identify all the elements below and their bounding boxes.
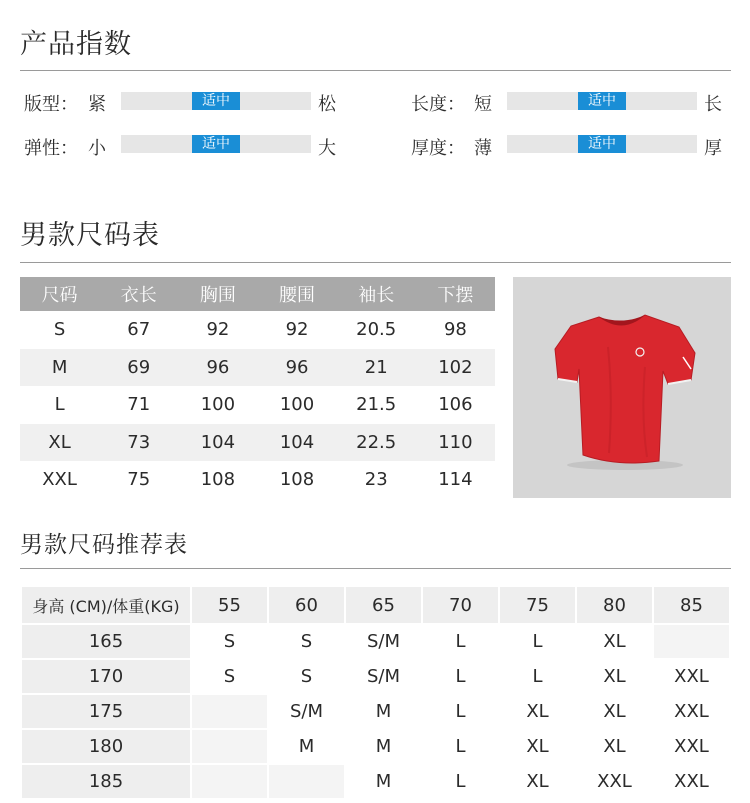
height-cell: 170 (22, 660, 190, 693)
table-cell: XL (577, 730, 652, 763)
table-cell: 21.5 (356, 394, 397, 416)
table-cell: L (500, 625, 575, 658)
column-header: 腰围 (257, 277, 336, 311)
index-marker-thickness: 适中 (578, 135, 626, 153)
table-cell: XL (500, 765, 575, 798)
table-cell: XXL (654, 765, 729, 798)
table-cell: M (20, 349, 99, 387)
table-cell (192, 695, 267, 728)
table-cell: 100 (279, 394, 315, 416)
table-header-row (22, 587, 729, 623)
weight-header: 85 (654, 587, 729, 623)
index-right-length: 长 (704, 94, 722, 115)
table-cell: XXL (577, 765, 652, 798)
table-cell: XXL (654, 730, 729, 763)
table-cell: M (269, 730, 344, 763)
table-cell: 110 (416, 424, 495, 462)
weight-header: 60 (269, 587, 344, 623)
divider (20, 568, 731, 569)
table-row (20, 349, 495, 387)
table-cell: XL (500, 730, 575, 763)
height-cell: 185 (22, 765, 190, 798)
table-cell: M (346, 765, 421, 798)
table-cell: L (423, 695, 498, 728)
table-cell: 102 (416, 349, 495, 387)
table-cell: 106 (438, 394, 473, 416)
index-left-length: 短 (474, 94, 492, 115)
table-cell: S (192, 660, 267, 693)
index-label-length: 长度： (411, 94, 465, 115)
size-chart-table (20, 277, 495, 499)
table-cell: XL (577, 695, 652, 728)
index-marker-fit: 适中 (192, 92, 240, 110)
size-chart-title: 男款尺码表 (20, 220, 160, 251)
index-bar-length (507, 92, 697, 110)
table-header-row (20, 277, 495, 311)
table-row (22, 695, 729, 728)
index-label-elasticity: 弹性： (24, 138, 78, 159)
table-cell: 100 (200, 394, 236, 416)
table-cell: M (346, 730, 421, 763)
table-cell: L (423, 730, 498, 763)
product-index-title: 产品指数 (20, 29, 132, 60)
table-cell: 108 (279, 469, 315, 491)
size-recommendation-title: 男款尺码推荐表 (20, 532, 188, 558)
height-cell: 180 (22, 730, 190, 763)
index-left-elasticity: 小 (88, 138, 106, 159)
weight-header: 70 (423, 587, 498, 623)
index-bar-thickness (507, 135, 697, 153)
table-row (20, 386, 495, 424)
table-row (22, 765, 729, 798)
index-bar-fit (121, 92, 311, 110)
index-right-thickness: 厚 (704, 138, 722, 159)
table-cell: 23 (364, 469, 388, 491)
table-cell: 92 (206, 319, 230, 341)
weight-header: 75 (500, 587, 575, 623)
product-photo (513, 277, 731, 498)
index-label-thickness: 厚度： (411, 138, 465, 159)
table-cell (269, 765, 344, 798)
column-header: 下摆 (416, 277, 495, 311)
table-cell: 96 (178, 349, 257, 387)
table-cell: S (53, 319, 66, 341)
weight-header: 55 (192, 587, 267, 623)
index-left-fit: 紧 (88, 94, 106, 115)
weight-header: 80 (577, 587, 652, 623)
table-row (20, 424, 495, 462)
table-cell: S/M (346, 660, 421, 693)
index-label-fit: 版型： (24, 94, 78, 115)
table-cell: 69 (99, 349, 178, 387)
table-cell: 73 (99, 424, 178, 462)
table-cell: XL (577, 660, 652, 693)
height-cell: 165 (22, 625, 190, 658)
table-cell: S/M (269, 695, 344, 728)
column-header: 衣长 (99, 277, 178, 311)
table-row (20, 311, 495, 349)
table-cell: 71 (127, 394, 151, 416)
table-row (22, 660, 729, 693)
table-cell: S (192, 625, 267, 658)
table-cell: M (346, 695, 421, 728)
table-cell: S (269, 625, 344, 658)
table-cell: 67 (127, 319, 151, 341)
table-row (22, 730, 729, 763)
table-cell: 114 (438, 469, 473, 491)
table-cell: 104 (257, 424, 336, 462)
index-right-fit: 松 (318, 94, 336, 115)
tshirt-image (513, 277, 731, 498)
index-right-elasticity: 大 (318, 138, 336, 159)
table-row (20, 461, 495, 499)
column-header: 胸围 (178, 277, 257, 311)
table-cell: L (500, 660, 575, 693)
table-cell: S (269, 660, 344, 693)
table-cell: 98 (443, 319, 467, 341)
table-cell: XL (577, 625, 652, 658)
divider (20, 70, 731, 71)
table-cell: L (423, 660, 498, 693)
index-marker-elasticity: 适中 (192, 135, 240, 153)
table-cell: XL (20, 424, 99, 462)
table-cell: L (54, 394, 65, 416)
table-cell: 22.5 (337, 424, 416, 462)
table-cell: 75 (127, 469, 151, 491)
table-cell (192, 730, 267, 763)
table-cell: 20.5 (356, 319, 397, 341)
table-cell: XL (500, 695, 575, 728)
table-cell: 104 (178, 424, 257, 462)
size-recommendation-table (20, 585, 731, 800)
table-cell: 108 (200, 469, 236, 491)
table-cell: L (423, 765, 498, 798)
table-cell: XXL (654, 660, 729, 693)
table-cell: XXL (654, 695, 729, 728)
table-cell (192, 765, 267, 798)
index-left-thickness: 薄 (474, 138, 492, 159)
table-cell: S/M (346, 625, 421, 658)
index-marker-length: 适中 (578, 92, 626, 110)
divider (20, 262, 731, 263)
table-cell: 21 (337, 349, 416, 387)
table-cell (654, 625, 729, 658)
table-row (22, 625, 729, 658)
column-header: 尺码 (20, 277, 99, 311)
index-bar-elasticity (121, 135, 311, 153)
table-cell: 92 (285, 319, 309, 341)
table-cell: 96 (257, 349, 336, 387)
column-header: 袖长 (337, 277, 416, 311)
corner-header: 身高 (CM)/体重(KG) (22, 587, 190, 623)
table-cell: L (423, 625, 498, 658)
height-cell: 175 (22, 695, 190, 728)
weight-header: 65 (346, 587, 421, 623)
table-cell: XXL (42, 469, 77, 491)
